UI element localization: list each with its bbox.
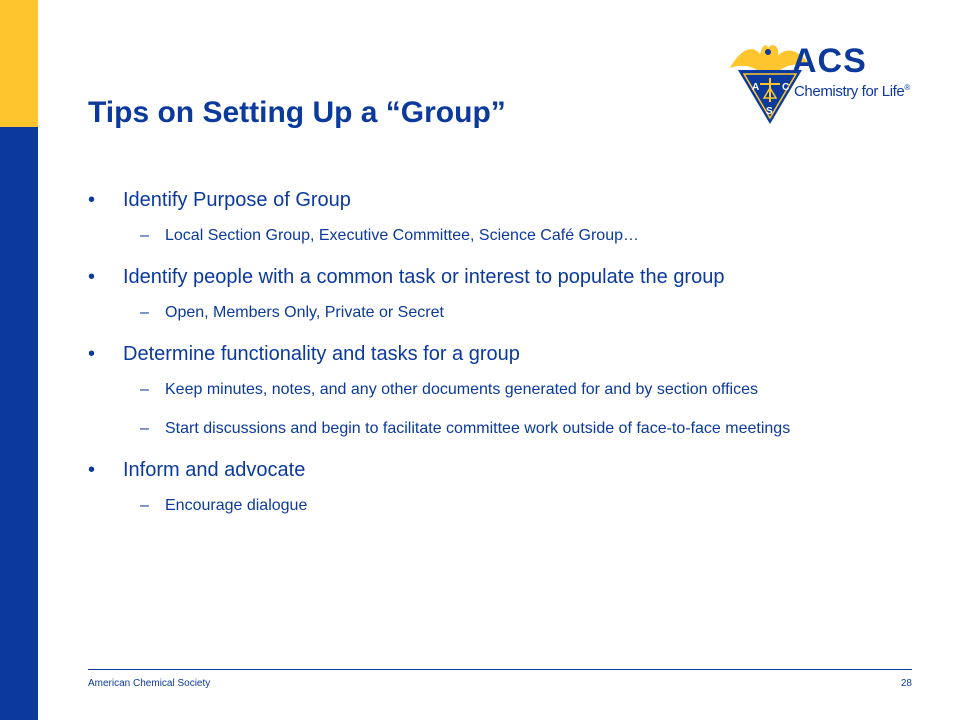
page-number: 28	[900, 678, 912, 689]
registered-mark: ®	[904, 83, 910, 92]
bullet-text: Determine functionality and tasks for a group	[123, 343, 520, 365]
bullet-mark: •	[88, 189, 96, 211]
bullet-mark: •	[88, 459, 96, 481]
bullet-item-4	[88, 458, 918, 482]
bullet-item-2	[88, 265, 918, 289]
emblem-letter-a: A	[752, 82, 760, 93]
side-bar-accent	[0, 0, 38, 127]
sub-text: Local Section Group, Executive Committee, Science Café Group…	[165, 227, 639, 244]
sub-mark: –	[140, 381, 149, 398]
bullet-text: Identify people with a common task or interest to populate the group	[123, 266, 725, 288]
sub-text: Start discussions and begin to facilitate committee work outside of face-to-face meetings	[165, 420, 791, 437]
bullet-mark: •	[88, 343, 96, 365]
footer-divider	[88, 669, 912, 670]
bullet-item-1	[88, 188, 918, 212]
sub-item-1-1	[88, 226, 918, 246]
sub-text: Open, Members Only, Private or Secret	[165, 304, 444, 321]
logo-tagline-text: Chemistry for Life	[794, 83, 905, 100]
sub-text: Encourage dialogue	[165, 497, 308, 514]
bullet-text: Inform and advocate	[123, 459, 306, 481]
logo-tagline	[794, 80, 910, 100]
bullet-mark: •	[88, 266, 96, 288]
logo-text: ACS	[792, 42, 867, 80]
sub-item-2-1	[88, 303, 918, 323]
sub-mark: –	[140, 420, 149, 437]
slide-title: Tips on Setting Up a “Group”	[88, 96, 506, 129]
bullet-text: Identify Purpose of Group	[123, 189, 351, 211]
sub-mark: –	[140, 227, 149, 244]
sub-item-4-1	[88, 496, 918, 516]
sub-text: Keep minutes, notes, and any other documents generated for and by section offices	[165, 381, 758, 398]
slide-content	[88, 188, 918, 535]
footer-organization: American Chemical Society	[88, 678, 211, 689]
sub-mark: –	[140, 497, 149, 514]
sub-item-3-1	[88, 380, 918, 400]
bullet-item-3	[88, 342, 918, 366]
sub-mark: –	[140, 304, 149, 321]
emblem-letter-s: S	[766, 106, 773, 117]
emblem-letter-c: C	[782, 82, 790, 93]
sub-item-3-2	[88, 419, 918, 439]
